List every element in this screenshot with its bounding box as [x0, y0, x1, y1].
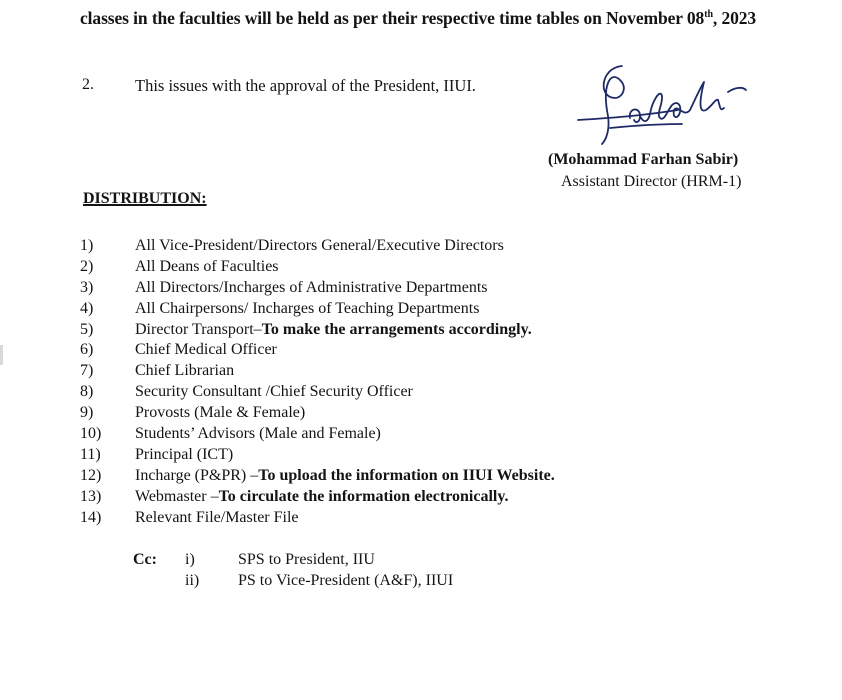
distribution-item-text: Principal (ICT) [135, 445, 234, 463]
distribution-item [80, 508, 555, 529]
distribution-item-text: All Vice-President/Directors General/Executive Directors [135, 237, 504, 254]
cc-item [185, 572, 453, 590]
distribution-item-instruction: To make the arrangements accordingly. [261, 320, 532, 338]
distribution-list [80, 236, 555, 528]
distribution-heading: DISTRIBUTION: [83, 190, 207, 207]
distribution-item [80, 424, 555, 445]
distribution-item-text: Provosts (Male & Female) [135, 404, 306, 422]
distribution-item [80, 382, 555, 403]
distribution-item [80, 403, 555, 424]
distribution-item-number: 12) [80, 466, 102, 484]
approval-paragraph: This issues with the approval of the President, IIUI. [135, 76, 476, 95]
distribution-item-number: 13) [80, 487, 102, 505]
cc-item-number: ii) [185, 572, 200, 589]
distribution-item-text: All Deans of Faculties [135, 257, 279, 275]
distribution-item-text: Chief Medical Officer [135, 341, 277, 359]
distribution-item-number: 6) [80, 341, 94, 359]
cc-label: Cc: [133, 551, 157, 568]
distribution-item-text: Students’ Advisors (Male and Female) [135, 425, 381, 443]
distribution-item-text: All Chairpersons/ Incharges of Teaching Departments [135, 299, 480, 317]
date-ordinal-suffix: th [704, 9, 713, 21]
scan-edge-mark [0, 345, 3, 365]
distribution-item [80, 487, 555, 508]
distribution-item [80, 361, 555, 382]
distribution-item-number: 2) [80, 257, 94, 275]
distribution-item-number: 10) [80, 425, 102, 443]
cc-item-text: PS to Vice-President (A&F), IIUI [238, 572, 454, 589]
distribution-item-text: Relevant File/Master File [135, 508, 299, 526]
distribution-item [80, 340, 555, 361]
cc-item-text: SPS to President, IIU [238, 551, 375, 568]
distribution-item-number: 11) [80, 445, 101, 463]
continued-line-text: classes in the faculties will be held as per their respective time tables on November 08 [80, 8, 705, 28]
distribution-item-number: 9) [80, 404, 94, 422]
distribution-item-instruction: To upload the information on IIUI Website. [258, 466, 555, 484]
distribution-item-text: Security Consultant /Chief Security Officer [135, 383, 413, 401]
distribution-item-number: 8) [80, 383, 94, 401]
distribution-item-text: Incharge (P&PR) – [135, 466, 259, 484]
distribution-item-text: Webmaster – [135, 487, 219, 505]
distribution-item-number: 4) [80, 299, 94, 317]
distribution-item-number: 5) [80, 320, 94, 338]
distribution-item [80, 236, 555, 257]
distribution-item-text: All Directors/Incharges of Administrative Departments [135, 278, 488, 296]
paragraph-number: 2. [82, 76, 94, 93]
handwritten-signature [570, 58, 760, 158]
distribution-item-instruction: To circulate the information electronically. [218, 487, 509, 505]
distribution-item-text: Director Transport– [135, 320, 262, 338]
distribution-item-number: 14) [80, 508, 102, 526]
continued-paragraph-line [80, 8, 756, 29]
distribution-item-number: 3) [80, 278, 94, 296]
distribution-item [80, 257, 555, 278]
continued-line-end: , 2023 [712, 8, 757, 28]
distribution-item [80, 299, 555, 320]
distribution-item [80, 278, 555, 299]
distribution-item-number: 1) [80, 237, 94, 254]
distribution-item [80, 445, 555, 466]
distribution-item-number: 7) [80, 362, 94, 380]
distribution-item [80, 466, 555, 487]
signatory-title: Assistant Director (HRM-1) [561, 173, 742, 190]
distribution-item-text: Chief Librarian [135, 362, 235, 380]
distribution-item [80, 320, 555, 341]
cc-item-number: i) [185, 551, 195, 568]
cc-item [185, 551, 375, 569]
signatory-name: (Mohammad Farhan Sabir) [548, 151, 739, 168]
